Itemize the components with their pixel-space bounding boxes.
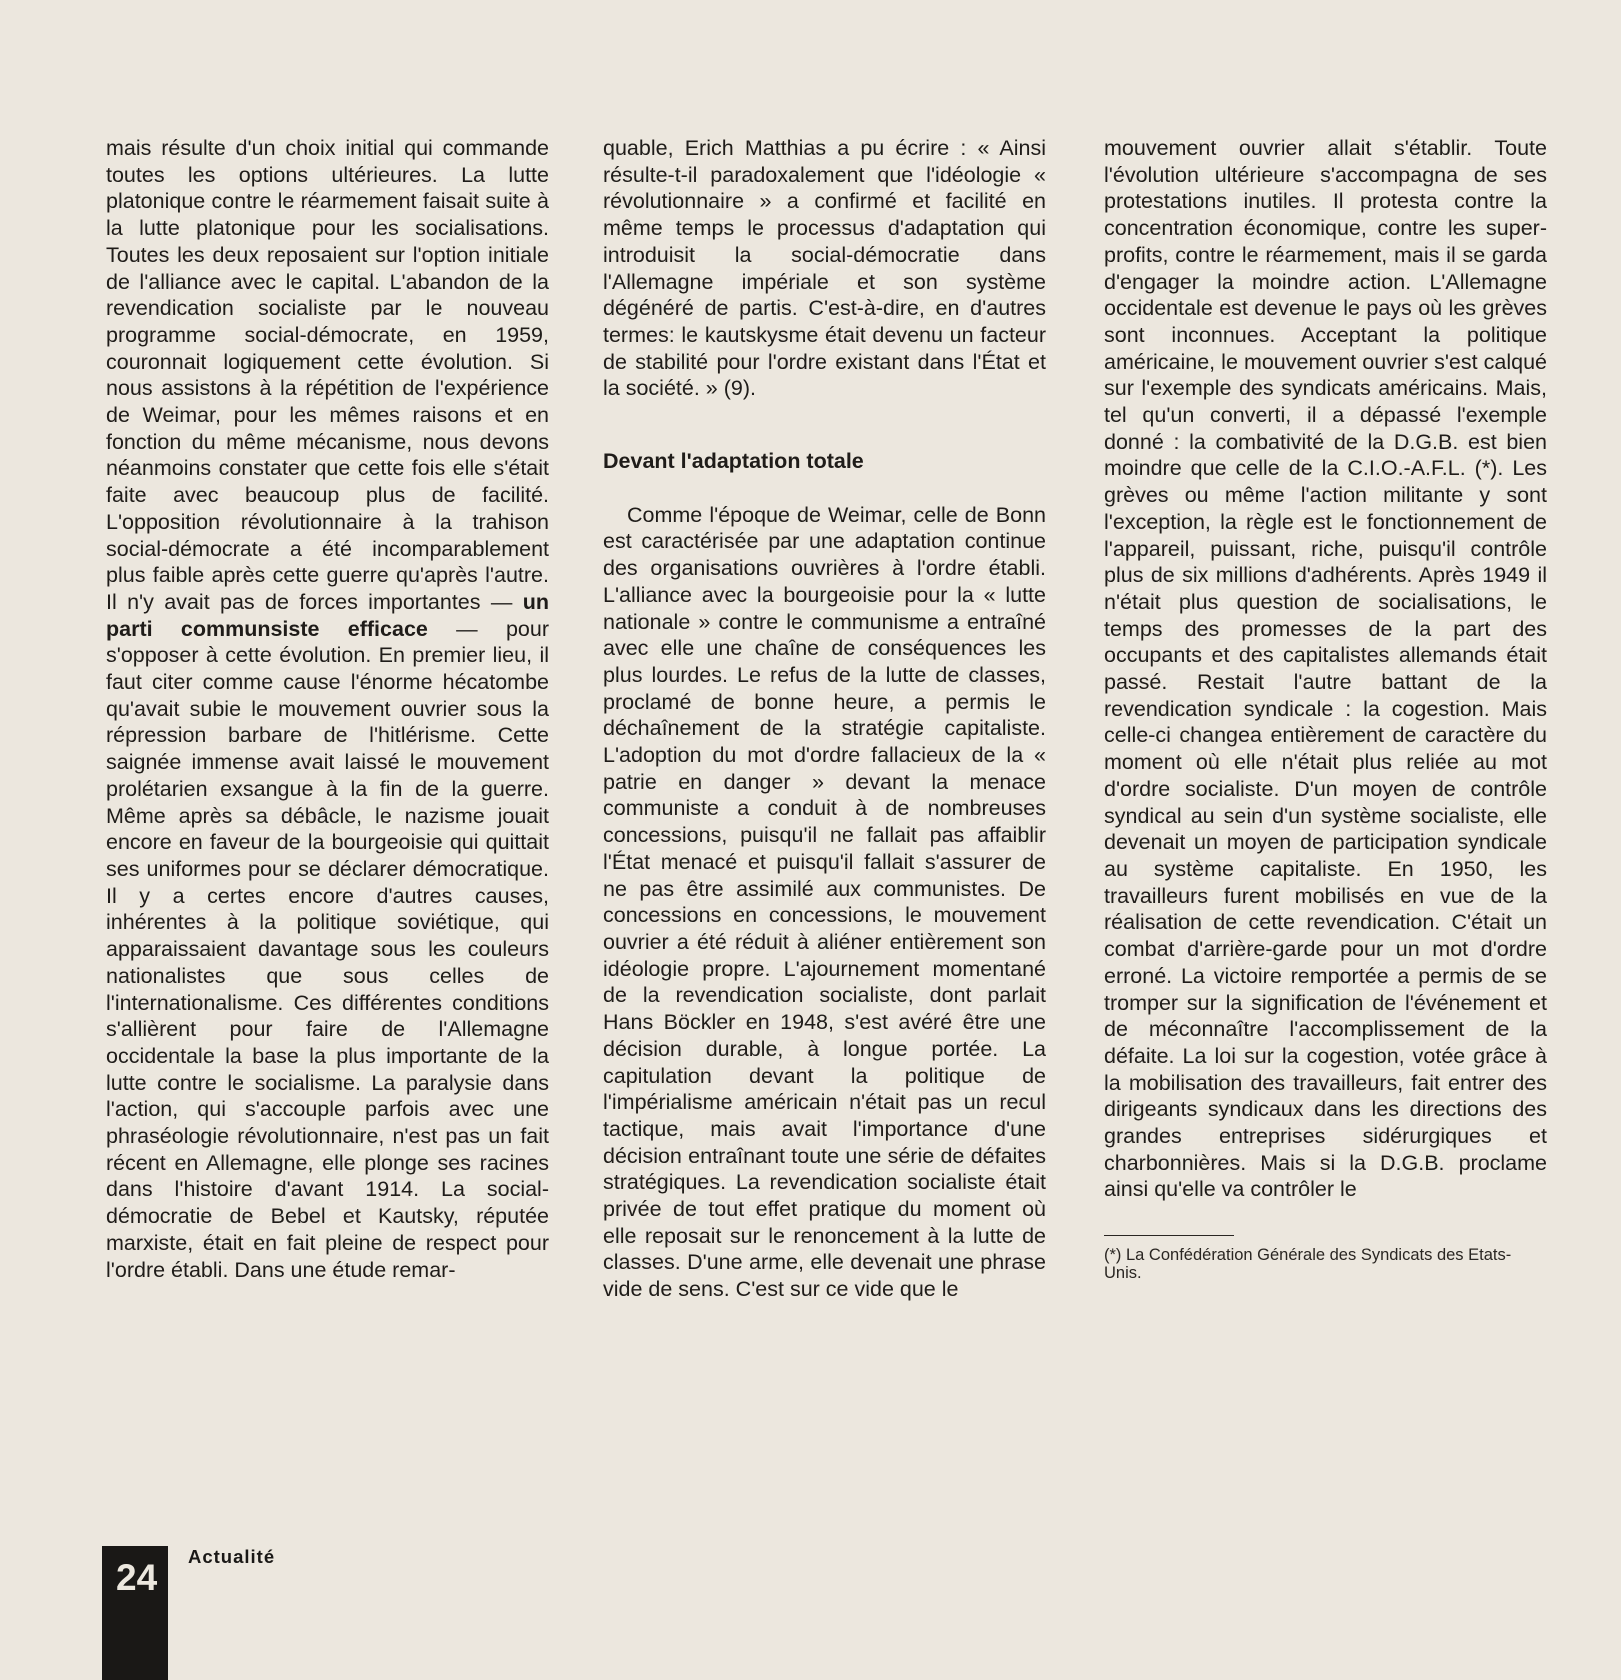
footnote-divider xyxy=(1104,1235,1234,1236)
paragraph: quable, Erich Matthias a pu écrire : « Ainsi résulte-t-il paradoxalement que l'idéologie « révolutionnaire » a confirmé et facilité en même temps le processus d'adaptation qui introduisit la social-démocratie dans l'Allemagne impériale et son système dégénéré de partis. C'est-à-dire, en d'autres termes: le kautskysme était devenu un facteur de stabilité pour l'ordre existant dans l'État et la société. » (9). xyxy=(603,136,1046,401)
text-column-1 xyxy=(106,135,549,1283)
footnote: (*) La Confédération Générale des Syndicats des Etats-Unis. xyxy=(1104,1246,1512,1283)
text-column-3 xyxy=(1104,135,1547,1282)
text-column-2 xyxy=(603,135,1046,1303)
bold-phrase: un parti communsiste efficace xyxy=(106,589,549,641)
paragraph: mouvement ouvrier allait s'établir. Toute l'évolution ultérieure s'accompagna de ses protestations inutiles. Il protesta contre la concentration économique, contre les super-profits, contre le réarmement, mais il se garda d'engager la moindre action. L'Allemagne occidentale est devenue le pays où les grèves sont inconnues. Acceptant la politique américaine, le mouvement ouvrier s'est calqué sur l'exemple des syndicats américains. Mais, tel qu'un converti, il a dépassé l'exemple donné : la combativité de la D.G.B. est bien moindre que celle de la C.I.O.-A.F.L. (*). Les grèves ou même l'action militante y sont l'exception, la règle est le fonctionnement de l'appareil, puissant, riche, puisqu'il contrôle plus de six millions d'adhérents. Après 1949 il n'était plus question de socialisations, le temps des promesses de la part des occupants et des capitalistes allemands était passé. Restait l'autre battant de la revendication syndicale : la cogestion. Mais celle-ci changea entièrement de caractère du moment où elle n'était plus reliée au mot d'ordre socialiste. D'un moyen de contrôle syndical au sein d'un système socialiste, elle devenait un moyen de participation syndicale au système capitaliste. En 1950, les travailleurs furent mobilisés en vue de la réalisation de cette revendication. C'était un combat d'arrière-garde pour un mot d'ordre erroné. La victoire remportée a permis de se tromper sur la signification de l'événement et de méconnaître l'accomplissement de la défaite. La loi sur la cogestion, votée grâce à la mobilisation des travailleurs, fait entrer des dirigeants syndicaux dans les directions des grandes entreprises sidérurgiques et charbonnières. Mais si la D.G.B. proclame ainsi qu'elle va contrôler le xyxy=(1104,136,1547,1202)
paragraph: Comme l'époque de Weimar, celle de Bonn est caractérisée par une adaptation continue des organisations ouvrières à l'ordre établi. L'alliance avec la bourgeoisie pour la « lutte nationale » contre le communisme a entraîné avec elle une chaîne de conséquences les plus lourdes. Le refus de la lutte de classes, proclamé de bonne heure, a permis le déchaînement de la stratégie capitaliste. L'adoption du mot d'ordre fallacieux de la « patrie en danger » devant la menace communiste a conduit à de nombreuses concessions, puisqu'il ne fallait pas affaiblir l'État menacé et puisqu'il fallait s'assurer de ne pas être assimilé aux communistes. De concessions en concessions, le mouvement ouvrier a été réduit à aliéner entièrement son idéologie propre. L'ajournement momentané de la revendication socialiste, dont parlait Hans Böckler en 1948, s'est avéré être une décision durable, à longue portée. La capitulation devant la politique de l'impérialisme américain n'était pas un recul tactique, mais avait l'importance d'une décision entraînant toute une série de défaites stratégiques. La revendication socialiste était privée de tout effet pratique du moment où elle reposait sur le renoncement à la lutte de classes. D'une arme, elle devenait une phrase vide de sens. C'est sur ce vide que le xyxy=(603,502,1046,1302)
section-label: Actualité xyxy=(188,1546,276,1567)
section-heading: Devant l'adaptation totale xyxy=(603,449,864,474)
page-number: 24 xyxy=(116,1557,158,1598)
paragraph: mais résulte d'un choix initial qui commande toutes les options ultérieures. La lutte platonique contre le réarmement faisait suite à la lutte platonique pour les socialisations. Toutes les deux reposaient sur l'option initiale de l'alliance avec le capital. L'abandon de la revendication socialiste par le nouveau programme social-démocrate, en 1959, couronnait logiquement cette évolution. Si nous assistons à la répétition de l'expérience de Weimar, pour les mêmes raisons et en fonction du même mécanisme, nous devons néanmoins constater que cette fois elle s'était faite avec beaucoup plus de facilité. L'opposition révolutionnaire à la trahison social-démocrate a été incomparablement plus faible après cette guerre qu'après l'autre. Il n'y avait pas de forces importantes — un parti communsiste efficace — pour s'opposer à cette évolution. En premier lieu, il faut citer comme cause l'énorme hécatombe qu'avait subie le mouvement ouvrier sous la répression barbare de l'hitlérisme. Cette saignée immense avait laissé le mouvement prolétarien exsangue à la fin de la guerre. Même après sa débâcle, le nazisme jouait encore en faveur de la bourgeoisie qui quittait ses uniformes pour se déclarer démocratique. Il y a certes encore d'autres causes, inhérentes à la politique soviétique, qui apparaissaient davantage sous les couleurs nationalistes que sous celles de l'internationalisme. Ces différentes conditions s'allièrent pour faire de l'Allemagne occidentale la base la plus importante de la lutte contre le socialisme. La paralysie dans l'action, qui s'accouple parfois avec une phraséologie révolutionnaire, n'est pas un fait récent en Allemagne, elle plonge ses racines dans l'histoire d'avant 1914. La social-démocratie de Bebel et Kautsky, réputée marxiste, était en fait pleine de respect pour l'ordre établi. Dans une étude remar- xyxy=(106,136,550,1282)
